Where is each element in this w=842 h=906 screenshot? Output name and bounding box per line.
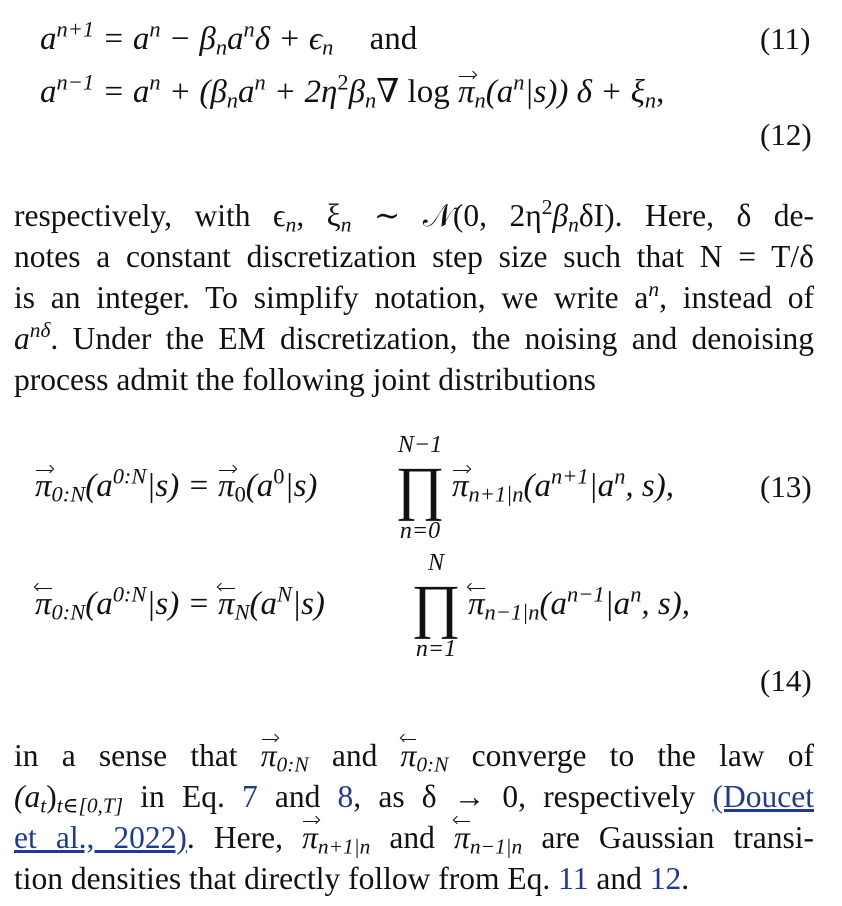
eq-8-link[interactable]: 8 xyxy=(337,779,354,814)
eq11-rhs-a2-sup: n xyxy=(243,16,255,42)
eq14-arg3-sup: n−1 xyxy=(567,581,605,607)
eq12-lhs-sup: n−1 xyxy=(56,69,95,95)
p2-l2-sub1: t xyxy=(40,793,47,818)
eq12-end: , xyxy=(656,74,665,110)
eq13-pi0-sub: 0 xyxy=(234,481,246,507)
eq11-rhs-a-sup: n xyxy=(149,16,161,42)
equation-13 xyxy=(35,463,318,507)
eq13-prod-bottom: n=0 xyxy=(399,518,441,544)
eq12-lhs: a xyxy=(40,74,57,110)
eq14-pi-transition-sub: n−1|n xyxy=(484,599,540,625)
equation-number-14: (14) xyxy=(760,663,812,698)
p2-l2-sub2: t∈[0,T] xyxy=(56,793,124,818)
paragraph-1-line-3 xyxy=(14,277,814,318)
p2-l3-pi-forward: π xyxy=(302,817,318,858)
eq12-rhs-a2: a xyxy=(238,74,255,110)
p1-l1-a: respectively, with ϵ xyxy=(14,198,286,233)
equation-number-13: (13) xyxy=(760,469,812,504)
paragraph-2-line-3 xyxy=(14,817,814,858)
eq11-rhs-a: = a xyxy=(102,21,150,57)
eq12-beta-sub: n xyxy=(226,87,239,113)
eq12-rhs-a-sup: n xyxy=(149,69,161,95)
eq13-arg2-sup: 0 xyxy=(273,463,285,489)
eq12-rhs-plus: + 2η xyxy=(265,74,338,110)
p2-l3-sub2: n−1|n xyxy=(469,834,523,859)
eq13-arg2-end: |s) xyxy=(284,468,318,504)
p2-l3-sub1: n+1|n xyxy=(317,834,371,859)
equation-13-rhs xyxy=(452,463,674,507)
eq14-arg2-sup: N xyxy=(277,581,293,607)
eq12-eta-sup: 2 xyxy=(337,69,349,95)
p2-l3-a: . Here, xyxy=(186,820,303,855)
eq14-prod-bottom: n=1 xyxy=(415,636,457,662)
eq12-arg-end: |s)) δ + ξ xyxy=(524,74,645,110)
p2-l1-pi-backward: π xyxy=(401,735,417,776)
doucet-citation-link-part1[interactable]: (Doucet xyxy=(712,779,814,814)
p1-l4-a: a xyxy=(14,321,30,356)
p2-l2-b: ) xyxy=(46,779,57,814)
p2-l1-pi-forward: π xyxy=(261,735,277,776)
eq14-arg3: (a xyxy=(539,586,568,622)
p2-l2-a: (a xyxy=(14,779,41,814)
eq14-prod-top: N xyxy=(427,550,444,576)
eq12-xi-sub: n xyxy=(644,87,657,113)
equation-14-rhs xyxy=(468,581,690,625)
eq13-arg1: (a xyxy=(85,468,113,504)
p1-l3-a: is an integer. To simplify notation, we write a xyxy=(14,280,649,315)
eq14-piN-sub: N xyxy=(234,599,250,625)
eq14-arg3-mid: |a xyxy=(604,586,631,622)
eq13-arg3-mid-sup: n xyxy=(614,463,626,489)
eq13-pi0-forward: π xyxy=(218,468,235,504)
p1-l1-c: ∼ 𝒩(0, 2η xyxy=(351,198,542,233)
eq12-rhs-a2-sup: n xyxy=(254,69,266,95)
p1-l3-sup: n xyxy=(648,277,660,302)
equation-number-11: (11) xyxy=(760,21,811,56)
p1-l1-e: δI). Here, δ de- xyxy=(578,198,814,233)
eq12-rhs-a: = a xyxy=(102,74,150,110)
equation-11 xyxy=(40,16,418,60)
eq13-pi-forward: π xyxy=(35,468,52,504)
eq12-arg-sup: n xyxy=(513,69,525,95)
eq13-pi-transition-sub: n+1|n xyxy=(468,481,524,507)
p2-l1-b: and xyxy=(308,738,401,773)
doucet-citation-link-part2[interactable]: et al., 2022) xyxy=(14,820,187,855)
paragraph-1-line-2: notes a constant discretization step size such that N = T/δ xyxy=(14,239,814,274)
eq13-arg3-sup: n+1 xyxy=(551,463,589,489)
eq14-arg1: (a xyxy=(85,586,113,622)
eq14-pi-backward: π xyxy=(35,586,52,622)
eq11-eps-sub: n xyxy=(322,34,334,60)
eq13-pi-transition: π xyxy=(452,468,469,504)
p1-l1-sup: 2 xyxy=(541,195,553,220)
p2-l1-sub2: 0:N xyxy=(416,752,449,777)
paragraph-1-line-5: process admit the following joint distributions xyxy=(14,362,596,397)
eq12-pi-forward: π xyxy=(457,74,475,110)
eq12-beta2-sub: n xyxy=(365,87,377,113)
eq11-connector: and xyxy=(369,21,418,57)
eq14-arg2-end: |s) xyxy=(292,586,325,622)
eq12-arg: (a xyxy=(485,74,514,110)
p2-l3-b: and xyxy=(370,820,455,855)
eq13-arg3: (a xyxy=(523,468,552,504)
eq12-grad-log: ∇ log xyxy=(376,74,458,110)
eq14-piN-backward: π xyxy=(218,586,235,622)
paragraph-1 xyxy=(14,195,814,400)
p2-l2-c: in Eq. xyxy=(123,779,242,814)
p2-l3-c: are Gaussian transi- xyxy=(522,820,814,855)
eq13-arg2: (a xyxy=(245,468,274,504)
eq-7-link[interactable]: 7 xyxy=(241,779,258,814)
p2-l2-e: , as δ → 0, respectively xyxy=(353,779,713,814)
p1-l4-sup: nδ xyxy=(29,318,51,343)
eq14-pi-transition: π xyxy=(468,586,485,622)
eq14-product xyxy=(408,550,464,662)
eq14-arg3-mid-sup: n xyxy=(630,581,642,607)
p2-l4-a: tion densities that directly follow from Eq. xyxy=(14,861,559,896)
eq11-rhs-minus: − β xyxy=(160,21,216,57)
eq11-beta-sub: n xyxy=(215,34,228,60)
p2-l1-c: converge to the law of xyxy=(448,738,814,773)
p1-l1-sub1: n xyxy=(285,212,297,237)
eq11-lhs-sup: n+1 xyxy=(56,16,95,42)
p2-l3-pi-backward: π xyxy=(454,817,470,858)
p1-l1-sub3: n xyxy=(568,212,579,237)
eq14-arg2: (a xyxy=(249,586,278,622)
eq13-arg1-sup: 0:N xyxy=(112,463,147,489)
eq14-prod-symbol: ∏ xyxy=(411,573,461,639)
p1-l1-sub2: n xyxy=(340,212,352,237)
paragraph-2-line-4 xyxy=(14,858,814,899)
p2-l1-a: in a sense that xyxy=(14,738,261,773)
equation-14 xyxy=(35,581,325,625)
p1-l1-b: , ξ xyxy=(296,198,341,233)
p2-l4-c: . xyxy=(681,861,690,896)
eq11-lhs: a xyxy=(40,21,57,57)
paragraph-2-line-1 xyxy=(14,735,814,776)
p2-l1-sub1: 0:N xyxy=(276,752,309,777)
p2-l2-d: and xyxy=(257,779,338,814)
eq13-arg1-end: |s) = xyxy=(146,468,219,504)
eq-11-link[interactable]: 11 xyxy=(558,861,589,896)
paragraph-1-line-1 xyxy=(14,195,814,236)
eq11-rhs-a2: a xyxy=(227,21,244,57)
p1-l4-b: . Under the EM discretization, the noising and denoising xyxy=(50,321,814,356)
eq13-pi-sub: 0:N xyxy=(51,481,86,507)
eq13-product xyxy=(392,432,448,544)
equation-12 xyxy=(40,69,665,113)
eq14-pi-sub: 0:N xyxy=(51,599,86,625)
p2-l4-b: and xyxy=(588,861,650,896)
eq12-pi-sub: n xyxy=(474,87,486,113)
eq13-prod-top: N−1 xyxy=(397,432,443,458)
eq13-prod-symbol: ∏ xyxy=(395,455,445,521)
eq11-rhs-tail: δ + ϵ xyxy=(254,21,323,57)
p1-l3-b: , instead of xyxy=(659,280,815,315)
eq-12-link[interactable]: 12 xyxy=(649,861,682,896)
eq14-arg1-sup: 0:N xyxy=(112,581,147,607)
eq14-arg1-end: |s) = xyxy=(146,586,219,622)
eq12-rhs-paren: + (β xyxy=(160,74,227,110)
p1-l1-d: β xyxy=(552,198,569,233)
eq12-beta2: β xyxy=(348,74,366,110)
paragraph-2-line-2 xyxy=(14,776,814,817)
eq13-arg3-end: , s), xyxy=(625,468,674,504)
eq14-arg3-end: , s), xyxy=(641,586,690,622)
paragraph-2 xyxy=(14,735,814,899)
eq13-arg3-mid: |a xyxy=(588,468,615,504)
equation-number-12: (12) xyxy=(760,117,812,152)
paragraph-1-line-4 xyxy=(14,318,814,359)
